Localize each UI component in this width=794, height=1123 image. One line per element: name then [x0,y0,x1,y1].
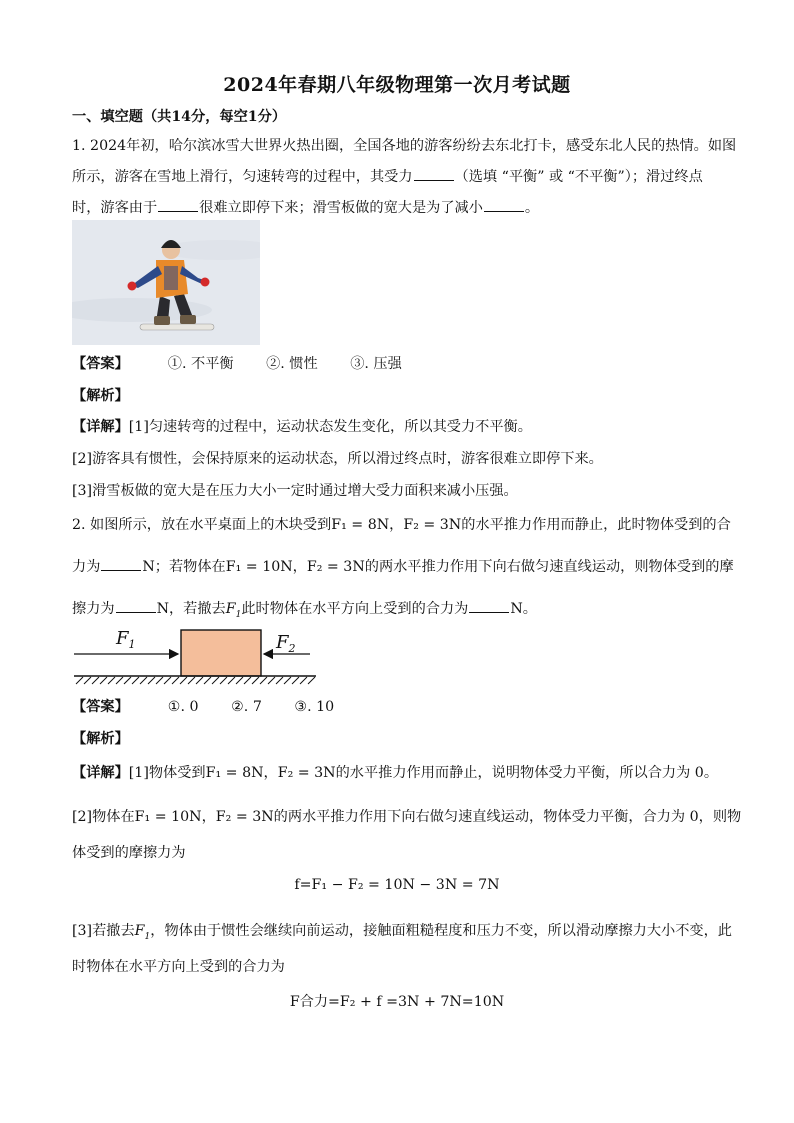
symbol-f1: $F_1$ [134,923,151,942]
hatch-line [244,677,251,684]
q2-line-1 [72,514,731,534]
q1-line-1: 1. 2024年初，哈尔滨冰雪大世界火热出圈，全国各地的游客纷纷去东北打卡，感受东北人民的热情。如图 [72,138,737,154]
hatch-line [108,677,115,684]
q2-answer-row [72,696,362,716]
q1-analysis-tag: 【解析】 [72,388,129,404]
q2-text: 力为 [72,559,101,575]
ground-hatching [76,677,315,684]
hatch-line [188,677,195,684]
q2-text: ， [292,559,307,575]
page-title: 2024年春期八年级物理第一次月考试题 [223,74,571,96]
detail-text: [1]物体受到 [128,765,206,781]
eq-f1-8n: F₁ = 8N [331,517,390,533]
symbol-f1: $F_1$ [225,601,242,620]
q2-analysis-tag: 【解析】 [72,731,129,747]
detail-text: ， [201,809,216,825]
detail-tag: 【详解】 [72,765,129,781]
answer-blank [101,556,141,571]
answer-blank [158,197,198,212]
answer-tag: 【答案】 [72,356,129,372]
detail-tag: 【详解】 [72,419,129,435]
hatch-line [92,677,99,684]
hatch-line [116,677,123,684]
hatch-line [220,677,227,684]
f1-label: $F_1$ [116,628,136,651]
detail-text: ，物体由于惯性会继续向前运动，接触面粗糙程度和压力不变，所以滑动摩擦力大小不变，此 [150,923,732,939]
q2-text: ， [389,517,404,533]
hatch-line [284,677,291,684]
hatch-line [204,677,211,684]
q2-line-3 [72,598,537,620]
q1-detail-3: [3]滑雪板做的宽大是在压力大小一定时通过增大受力面积来减小压强。 [72,483,518,499]
equation-net-force: F合力=F₂ + f =3N + 7N=10N [289,994,505,1010]
hatch-line [156,677,163,684]
hatch-line [100,677,107,684]
eq-f2-3n: F₂ = 3N [277,765,336,781]
hatch-line [140,677,147,684]
hatch-line [236,677,243,684]
hatch-line [276,677,283,684]
q1-answer-3: ③. 压强 [350,356,402,372]
detail-text: [1]匀速转弯的过程中，运动状态发生变化，所以其受力不平衡。 [128,419,532,435]
hatch-line [268,677,275,684]
hatch-line [292,677,299,684]
q1-text: （选填 “平衡” 或 “不平衡”）；滑过终点 [454,169,703,185]
hatch-line [180,677,187,684]
q1-answer-1: ①. 不平衡 [167,356,234,372]
hatch-line [228,677,235,684]
q1-text: 。 [524,200,540,216]
q1-answer-row [72,353,430,373]
force-diagram [70,622,320,688]
q2-answer-2: ②. 7 [231,699,262,715]
q2-text: N；若物体在 [142,559,226,575]
eq-f2-3n: F₂ = 3N [215,809,274,825]
hatch-line [308,677,315,684]
detail-text: ， [263,765,278,781]
answer-blank [414,166,454,181]
q1-line-3 [72,197,539,217]
equation-friction: f=F₁ − F₂ = 10N − 3N = 7N [294,877,500,893]
snowboarder-photo [72,220,260,345]
q2-text: 擦力为 [72,601,115,617]
snowboarder-illustration [72,220,260,345]
q2-text: 2. 如图所示，放在水平桌面上的木块受到 [72,517,332,533]
q2-detail-2-cont: 体受到的摩擦力为 [72,845,186,861]
eq-f1-10n: F₁ = 10N [134,809,202,825]
hatch-line [132,677,139,684]
q2-text: N，若撤去 [156,601,226,617]
detail-text: [2]物体在 [72,809,135,825]
eq-f2-3n: F₂ = 3N [306,559,365,575]
detail-text: 的两水平推力作用下向右做匀速直线运动，物体受力平衡，合力为 0，则物 [273,809,742,825]
eq-f2-3n: F₂ = 3N [403,517,462,533]
q2-answer-1: ①. 0 [167,699,199,715]
q1-line-2 [72,166,703,186]
hatch-line [260,677,267,684]
q2-line-2 [72,556,734,576]
q2-detail-2 [72,806,741,826]
section-heading-fill-in: 一、填空题（共14分，每空1分） [72,109,287,125]
hatch-line [172,677,179,684]
answer-blank [469,598,509,613]
hatch-line [124,677,131,684]
q2-answer-3: ③. 10 [294,699,335,715]
hatch-line [84,677,91,684]
hatch-line [252,677,259,684]
q2-detail-3-cont: 时物体在水平方向上受到的合力为 [72,959,285,975]
q1-detail-1 [72,416,532,436]
q1-detail-2: [2]游客具有惯性，会保持原来的运动状态，所以滑过终点时，游客很难立即停下来。 [72,451,603,467]
q1-answer-2: ②. 惯性 [266,356,318,372]
hatch-line [148,677,155,684]
detail-text: [3]若撤去 [72,923,135,939]
q2-detail-3 [72,920,732,942]
q2-text: 此时物体在水平方向上受到的合力为 [241,601,469,617]
hatch-line [196,677,203,684]
answer-tag: 【答案】 [72,699,129,715]
q1-text: 很难立即停下来；滑雪板做的宽大是为了减小 [199,200,483,216]
wooden-block [181,630,261,676]
hatch-line [300,677,307,684]
hatch-line [212,677,219,684]
q2-text: 的两水平推力作用下向右做匀速直线运动，则物体受到的摩 [364,559,734,575]
eq-f1-8n: F₁ = 8N [205,765,264,781]
answer-blank [484,197,524,212]
hatch-line [76,677,83,684]
f2-label: $F_2$ [276,632,296,655]
detail-text: 的水平推力作用而静止，说明物体受力平衡，所以合力为 0。 [335,765,719,781]
eq-f1-10n: F₁ = 10N [225,559,293,575]
q2-text: 的水平推力作用而静止，此时物体受到的合 [461,517,731,533]
q2-text: N。 [510,601,537,617]
q1-text: 时，游客由于 [72,200,158,216]
hatch-line [164,677,171,684]
q1-text: 所示，游客在雪地上滑行，匀速转弯的过程中，其受力 [72,169,413,185]
answer-blank [116,598,156,613]
q2-detail-1 [72,762,718,782]
